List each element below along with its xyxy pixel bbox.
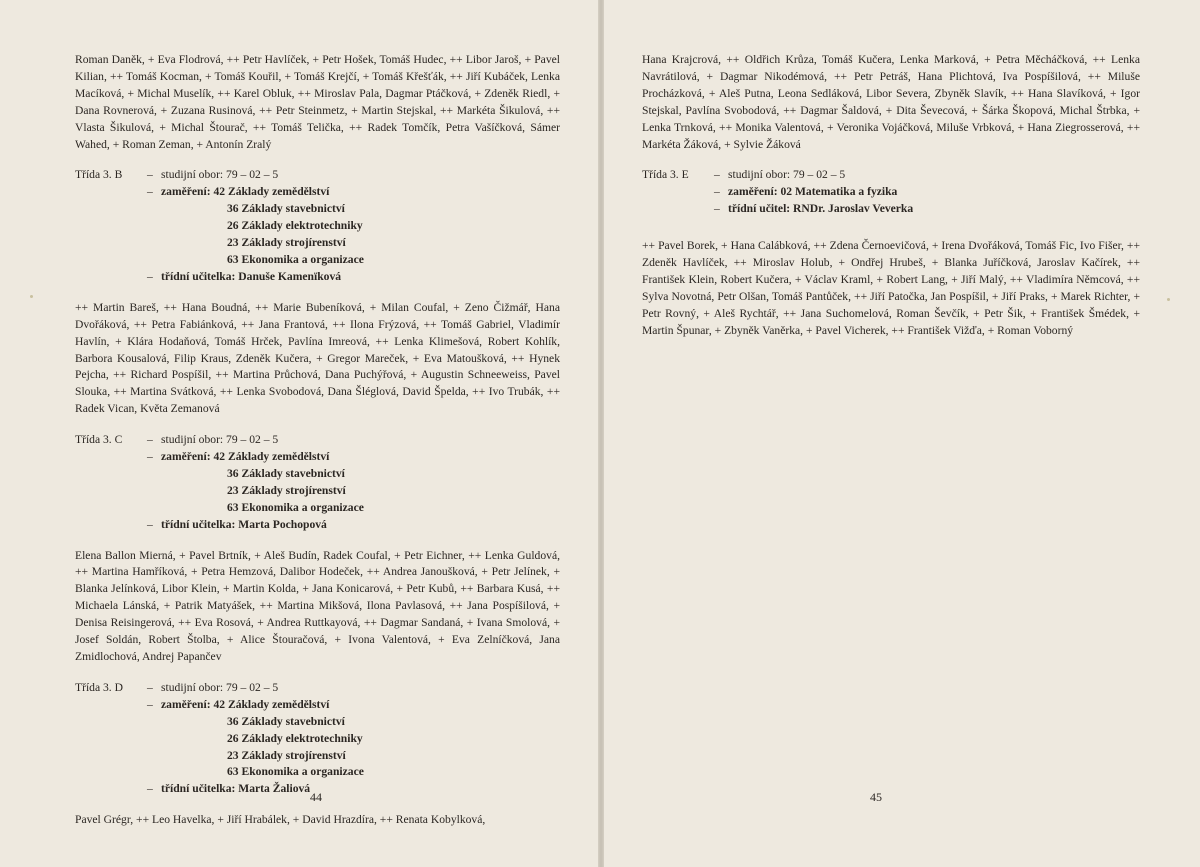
- student-list-3d: Pavel Grégr, ++ Leo Havelka, + Jiří Hrabálek, + David Hrazdíra, ++ Renata Kobylková,: [75, 813, 486, 827]
- student-list-3b: ++ Martin Bareš, ++ Hana Boudná, ++ Marie Bubeníková, + Milan Coufal, + Zeno Čižmář, Hana Dvořáková, ++ Petra Fabiánková, ++ Jana Frantová, ++ Ilona Frýzová, ++ Tomáš Gabriel, Vladimír Havlín, + Klára Hodaňová, Tomáš Hrček, Pavlína Imreová, ++ Lenka Klimešová, Robert Kohlík, Barbora Kousalová, Filip Kraus, Zdeněk Kučera, + Gregor Mareček, + Eva Matoušková, ++ Hynek Pejcha, ++ Richard Pospíšil, ++ Martina Průchová, Dana Puchýřová, + Augustin Schneeweiss, Pavel Slouka, ++ Martina Svátková, ++ Lenka Svobodová, Dana Šléglová, David Špelda, ++ Ivo Trubák, ++ Radek Vican, Květa Zemanová: [75, 300, 560, 416]
- class-obor: studijní obor: 79 – 02 – 5: [161, 168, 279, 182]
- class-zamereni: zaměření: 02 Matematika a fyzika: [728, 185, 898, 199]
- class-3c-header: Třída 3. C – studijní obor: 79 – 02 – 5 – zaměření: 42 Základy zemědělství 36 Základy stavebnictví 23 Základy strojírenství 63 Ekonomika a organizace – třídní učitelka: Marta Pochopová: [75, 432, 560, 533]
- class-zamereni-item: 63 Ekonomika a organizace: [227, 500, 364, 514]
- student-list-3e: ++ Pavel Borek, + Hana Calábková, ++ Zdena Černoevičová, + Irena Dvořáková, Tomáš Fic, Ivo Fišer, ++ Zdeněk Havlíček, ++ Miroslav Holub, + Ondřej Hrubeš, + Blanka Juříčková, Jaroslav Kačírek, ++ František Klein, Robert Kučera, + Václav Kraml, + Robert Lang, + Jiří Malý, ++ Vladimíra Němcová, ++ Sylva Novotná, Petr Olšan, Tomáš Pantůček, ++ Jiří Patočka, Jan Pospíšil, + Jiří Praks, + Marek Richter, + Petr Rovný, + Aleš Rychtář, ++ Jana Suchomelová, Roman Ševčík, + Petr Šik, + František Šmédek, + Martin Špunar, + Zbyněk Vaněrka, + Pavel Vicherek, ++ František Vižďa, + Roman Voborný: [642, 239, 1140, 337]
- class-zamereni-item: 26 Základy elektrotechniky: [227, 219, 363, 233]
- class-ucitel: třídní učitelka: Marta Pochopová: [161, 517, 327, 531]
- student-list-3d-continued: Hana Krajcrová, ++ Oldřich Krůza, Tomáš Kučera, Lenka Marková, + Petra Měcháčková, ++ Lenka Navrátilová, + Dagmar Nikodémová, ++ Petr Petráš, Hana Plichtová, Iva Pospíšilová, ++ Miluše Procházková, + Aleš Putna, Leona Sedláková, Libor Severa, Zbyněk Slavík, ++ Hana Slavíková, + Igor Stejskal, Pavlína Svobodová, ++ Dagmar Šaldová, + Dita Ševecová, + Šárka Škopová, Michal Štrbka, + Lenka Trnková, ++ Monika Valentová, + Veronika Vojáčková, Miluše Vrbková, + Hana Ziegrosserová, ++ Markéta Žáková, + Sylvie Žáková: [642, 53, 1140, 151]
- paper-speck: [1167, 298, 1170, 301]
- class-zamereni-item: 23 Základy strojírenství: [227, 748, 346, 762]
- class-ucitel: třídní učitelka: Marta Žaliová: [161, 782, 311, 796]
- class-zamereni-item: 36 Základy stavebnictví: [227, 714, 345, 728]
- class-ucitel: třídní učitel: RNDr. Jaroslav Veverka: [728, 202, 914, 216]
- book-gutter: [598, 0, 604, 867]
- class-obor: studijní obor: 79 – 02 – 5: [161, 680, 279, 694]
- class-zamereni-item: 36 Základy stavebnictví: [227, 466, 345, 480]
- class-obor: studijní obor: 79 – 02 – 5: [728, 168, 846, 182]
- class-name: Třída 3. E: [642, 168, 689, 182]
- class-zamereni-item: 63 Ekonomika a organizace: [227, 765, 364, 779]
- class-zamereni: zaměření: 42 Základy zemědělství: [161, 697, 330, 711]
- class-zamereni-item: 36 Základy stavebnictví: [227, 202, 345, 216]
- student-list-3c: Elena Ballon Mierná, + Pavel Brtník, + Aleš Budín, Radek Coufal, + Petr Eichner, ++ Lenka Guldová, ++ Martina Hamříková, + Petra Hemzová, Dalibor Hodeček, ++ Andrea Janoušková, + Petr Jelínek, + Blanka Jelínková, Libor Klein, + Martin Kolda, + Jana Konicarová, + Petr Kubů, ++ Barbara Kusá, ++ Michaela Lánská, + Patrik Matyášek, ++ Martina Mikšová, Ilona Pavlasová, ++ Jana Pospíšilová, + Denisa Reisingerová, ++ Eva Rosová, + Andrea Ruttkayová, ++ Dagmar Sandaná, + Ivana Smolová, + Josef Soldán, Robert Štolba, + Alice Štouračová, + Ivona Valentová, + Eva Zelníčková, Jana Zmidlochová, Andrej Papančev: [75, 548, 560, 663]
- class-3d-header: Třída 3. D – studijní obor: 79 – 02 – 5 – zaměření: 42 Základy zemědělství 36 Základy stavebnictví 26 Základy elektrotechniky 23 Základy strojírenství 63 Ekonomika a organizace – třídní učitelka: Marta Žaliová: [75, 680, 560, 798]
- student-list-3a-continued: Roman Daněk, + Eva Flodrová, ++ Petr Havlíček, + Petr Hošek, Tomáš Hudec, ++ Libor Jaroš, + Pavel Kilian, ++ Tomáš Kocman, + Tomáš Kouřil, + Tomáš Krejčí, + Tomáš Křešťák, ++ Jiří Kubáček, Lenka Macíková, + Michal Muselík, ++ Karel Obluk, ++ Miroslav Pala, Dagmar Ptáčková, + Zdeněk Riedl, + Dana Rovnerová, + Zuzana Rusinová, ++ Petr Steinmetz, + Martin Stejskal, ++ Markéta Šikulová, ++ Vlasta Šikulová, + Michal Štourač, ++ Tomáš Telička, ++ Radek Tomčík, Petra Vašíčková, Sámer Wahed, + Roman Zeman, + Antonín Zralý: [75, 53, 560, 151]
- class-3e-header: Třída 3. E – studijní obor: 79 – 02 – 5 – zaměření: 02 Matematika a fyzika – třídní učitel: RNDr. Jaroslav Veverka: [642, 167, 1140, 218]
- class-name: Třída 3. C: [75, 433, 123, 447]
- page-number: 45: [870, 790, 882, 804]
- right-page: [600, 0, 1200, 867]
- class-zamereni-item: 26 Základy elektrotechniky: [227, 731, 363, 745]
- class-name: Třída 3. D: [75, 680, 123, 694]
- class-3b-header: Třída 3. B – studijní obor: 79 – 02 – 5 – zaměření: 42 Základy zemědělství 36 Základy stavebnictví 26 Základy elektrotechniky 23 Základy strojírenství 63 Ekonomika a organizace – třídní učitelka: Danuše Kamenïková: [75, 167, 560, 285]
- class-obor: studijní obor: 79 – 02 – 5: [161, 433, 279, 447]
- class-zamereni-item: 23 Základy strojírenství: [227, 236, 346, 250]
- paper-speck: [30, 295, 33, 298]
- class-zamereni: zaměření: 42 Základy zemědělství: [161, 185, 330, 199]
- page-number: 44: [310, 790, 322, 804]
- class-ucitel: třídní učitelka: Danuše Kamenïková: [161, 269, 342, 283]
- class-zamereni-item: 63 Ekonomika a organizace: [227, 252, 364, 266]
- class-zamereni-item: 23 Základy strojírenství: [227, 483, 346, 497]
- class-name: Třída 3. B: [75, 168, 123, 182]
- class-zamereni: zaměření: 42 Základy zemědělství: [161, 450, 330, 464]
